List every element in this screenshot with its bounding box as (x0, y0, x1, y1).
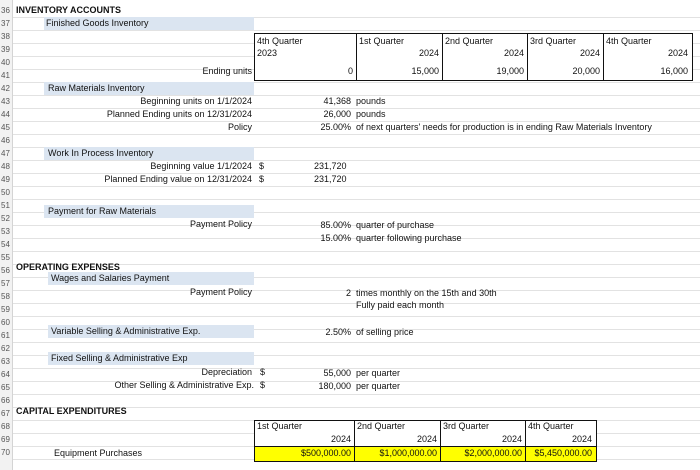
inventory-heading[interactable]: INVENTORY ACCOUNTS (16, 5, 122, 15)
ending-units-q4[interactable]: 16,000 (660, 66, 688, 76)
variable-value[interactable]: 2.50% (325, 327, 351, 337)
capex-q3-label[interactable]: 3rd Quarter (443, 421, 490, 431)
capex-heading[interactable]: CAPITAL EXPENDITURES (16, 406, 127, 416)
row-number[interactable]: 60 (1, 318, 10, 327)
raw-policy-value[interactable]: 25.00% (320, 122, 351, 132)
wages-policy-label[interactable]: Payment Policy (189, 287, 252, 297)
q3-year[interactable]: 2024 (579, 48, 600, 58)
row-number[interactable]: 39 (1, 45, 10, 54)
row-number[interactable]: 37 (1, 19, 10, 28)
equipment-q2[interactable]: $1,000,000.00 (379, 448, 437, 458)
capex-q2-label[interactable]: 2nd Quarter (357, 421, 406, 431)
wip-beginning-currency[interactable]: $ (259, 161, 265, 171)
equipment-q4[interactable]: $5,450,000.00 (534, 448, 592, 458)
q3-label[interactable]: 3rd Quarter (530, 36, 577, 46)
row-number[interactable]: 38 (1, 32, 10, 41)
wages-title[interactable]: Wages and Salaries Payment (51, 273, 170, 283)
row-number[interactable]: 49 (1, 175, 10, 184)
row-number[interactable]: 63 (1, 357, 10, 366)
q4-2023-year[interactable]: 2023 (257, 48, 278, 58)
capex-q1-year[interactable]: 2024 (330, 434, 351, 444)
capex-q4-label[interactable]: 4th Quarter (528, 421, 574, 431)
row-number[interactable]: 62 (1, 344, 10, 353)
row-number[interactable]: 66 (1, 396, 10, 405)
fixed-title[interactable]: Fixed Selling & Administrative Exp (51, 353, 188, 363)
raw-beginning-value[interactable]: 41,368 (323, 96, 351, 106)
q4-year[interactable]: 2024 (667, 48, 688, 58)
wip-beginning-label[interactable]: Beginning value 1/1/2024 (150, 161, 252, 171)
other-sga-value[interactable]: 180,000 (318, 381, 351, 391)
row-number[interactable]: 58 (1, 292, 10, 301)
q2-year[interactable]: 2024 (503, 48, 524, 58)
row-number[interactable]: 44 (1, 110, 10, 119)
raw-policy-label[interactable]: Policy (227, 122, 252, 132)
raw-beginning-label[interactable]: Beginning units on 1/1/2024 (140, 96, 252, 106)
payment-raw-p1-value[interactable]: 85.00% (320, 220, 351, 230)
variable-text[interactable]: of selling price (356, 327, 414, 337)
capex-q3-year[interactable]: 2024 (501, 434, 522, 444)
other-sga-label[interactable]: Other Selling & Administrative Exp. (114, 380, 254, 390)
row-number[interactable]: 50 (1, 188, 10, 197)
opex-heading[interactable]: OPERATING EXPENSES (16, 262, 120, 272)
ending-units-q4-2023[interactable]: 0 (347, 66, 353, 76)
q2-label[interactable]: 2nd Quarter (445, 36, 494, 46)
row-number[interactable]: 54 (1, 240, 10, 249)
capex-q1-label[interactable]: 1st Quarter (257, 421, 303, 431)
row-number[interactable]: 64 (1, 370, 10, 379)
row-number[interactable]: 41 (1, 71, 10, 80)
equipment-label[interactable]: Equipment Purchases (54, 448, 143, 458)
row-number[interactable]: 59 (1, 305, 10, 314)
raw-materials-title[interactable]: Raw Materials Inventory (48, 83, 145, 93)
wip-planned-currency[interactable]: $ (259, 174, 265, 184)
raw-policy-text[interactable]: of next quarters' needs for production is in ending Raw Materials Inventory (356, 122, 652, 132)
wages-text-1[interactable]: times monthly on the 15th and 30th (356, 288, 497, 298)
payment-raw-policy-label[interactable]: Payment Policy (189, 219, 252, 229)
wip-planned-label[interactable]: Planned Ending value on 12/31/2024 (104, 174, 252, 184)
depreciation-text[interactable]: per quarter (356, 368, 401, 378)
row-number[interactable]: 69 (1, 435, 10, 444)
row-number[interactable]: 40 (1, 58, 10, 67)
row-number[interactable]: 67 (1, 409, 10, 418)
variable-title[interactable]: Variable Selling & Administrative Exp. (51, 326, 201, 336)
payment-raw-p2-value[interactable]: 15.00% (320, 233, 351, 243)
payment-raw-p2-text[interactable]: quarter following purchase (356, 233, 462, 243)
depreciation-label[interactable]: Depreciation (201, 367, 252, 377)
raw-beginning-unit[interactable]: pounds (356, 96, 386, 106)
depreciation-value[interactable]: 55,000 (323, 368, 351, 378)
row-number[interactable]: 51 (1, 201, 10, 210)
wip-planned-value[interactable]: 231,720 (314, 174, 347, 184)
row-number[interactable]: 47 (1, 149, 10, 158)
row-number[interactable]: 48 (1, 162, 10, 171)
payment-raw-title[interactable]: Payment for Raw Materials (48, 206, 157, 216)
row-number[interactable]: 61 (1, 331, 10, 340)
wages-value[interactable]: 2 (345, 288, 351, 298)
payment-raw-p1-text[interactable]: quarter of purchase (356, 220, 435, 230)
raw-planned-value[interactable]: 26,000 (323, 109, 351, 119)
finished-goods-title[interactable]: Finished Goods Inventory (46, 18, 149, 28)
q1-label[interactable]: 1st Quarter (359, 36, 405, 46)
wip-title[interactable]: Work In Process Inventory (48, 148, 154, 158)
q4-2023-label[interactable]: 4th Quarter (257, 36, 303, 46)
ending-units-q3[interactable]: 20,000 (572, 66, 600, 76)
ending-units-q2[interactable]: 19,000 (496, 66, 524, 76)
ending-units-label[interactable]: Ending units (202, 66, 252, 76)
wages-text-2[interactable]: Fully paid each month (356, 300, 445, 310)
row-number[interactable]: 43 (1, 97, 10, 106)
row-number[interactable]: 46 (1, 136, 10, 145)
wip-beginning-value[interactable]: 231,720 (314, 161, 347, 171)
capex-q2-year[interactable]: 2024 (416, 434, 437, 444)
row-number[interactable]: 56 (1, 266, 10, 275)
capex-q4-year[interactable]: 2024 (571, 434, 592, 444)
row-number[interactable]: 55 (1, 253, 10, 262)
raw-planned-label[interactable]: Planned Ending units on 12/31/2024 (106, 109, 252, 119)
row-number[interactable]: 68 (1, 422, 10, 431)
equipment-q3[interactable]: $2,000,000.00 (464, 448, 522, 458)
row-number[interactable]: 70 (1, 448, 10, 457)
row-number[interactable]: 36 (1, 6, 10, 15)
row-number[interactable]: 53 (1, 227, 10, 236)
q4-label[interactable]: 4th Quarter (606, 36, 652, 46)
ending-units-q1[interactable]: 15,000 (411, 66, 439, 76)
depreciation-currency[interactable]: $ (260, 367, 266, 377)
other-sga-text[interactable]: per quarter (356, 381, 401, 391)
equipment-q1[interactable]: $500,000.00 (300, 448, 351, 458)
row-number[interactable]: 45 (1, 123, 10, 132)
raw-planned-unit[interactable]: pounds (356, 109, 386, 119)
row-number[interactable]: 42 (1, 84, 10, 93)
row-number[interactable]: 57 (1, 279, 10, 288)
row-number[interactable]: 52 (1, 214, 10, 223)
row-number[interactable]: 65 (1, 383, 10, 392)
other-sga-currency[interactable]: $ (260, 380, 266, 390)
q1-year[interactable]: 2024 (418, 48, 439, 58)
